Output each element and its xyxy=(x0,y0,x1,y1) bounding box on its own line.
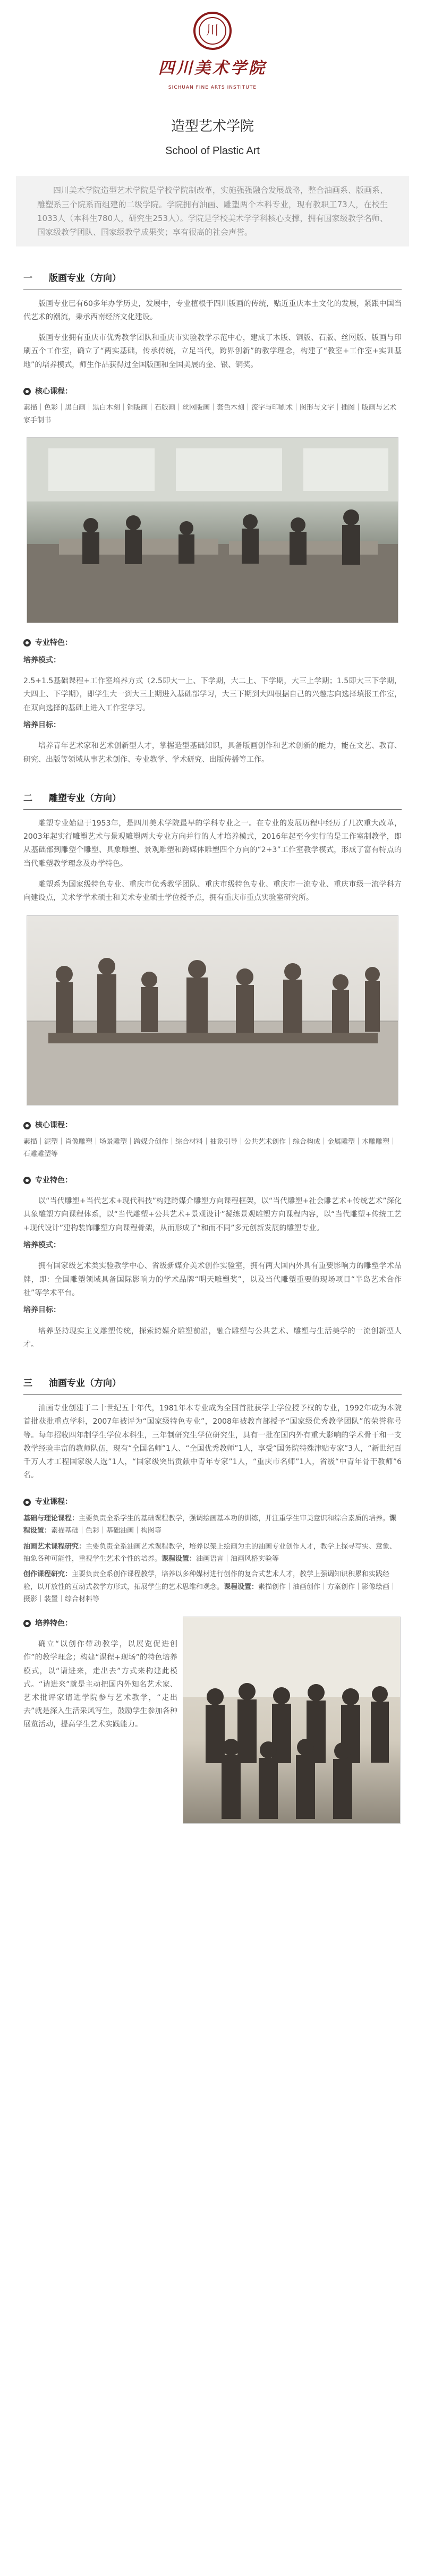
section-number: 一 xyxy=(23,273,32,284)
group-photo xyxy=(183,1617,401,1824)
section-oil-painting xyxy=(0,1375,425,1824)
section-sculpture xyxy=(0,790,425,1351)
course-block xyxy=(23,1541,402,1566)
logo-text: 四川美术学院 xyxy=(158,59,267,78)
train-feature-block xyxy=(23,1617,402,1824)
sculpture-illustration xyxy=(27,916,398,1106)
train-feature-text-col xyxy=(23,1617,183,1824)
bullet-icon xyxy=(23,388,31,395)
course-list: 素描创作｜油画创作｜方案创作｜影像绘画｜摄影｜装置｜综合材料等 xyxy=(23,1583,397,1604)
section-paragraph: 版画专业拥有重庆市优秀教学团队和重庆市实验教学示范中心，建成了木版、铜版、石版、丝网版、版画与印刷五个工作室，确立了“两实基础，传承传统，立足当代，跨界创新”的教学理念，构建了“教室+工作室+实训基地”的培养模式，师生作品获得过全国版画和全国美展的金、银、铜奖。 xyxy=(23,334,402,369)
train-mode-text: 拥有国家级艺术类实验教学中心、省级新媒介美术创作实验室，拥有两大国内外具有重要影响力的雕塑学术品牌，即：全国雕塑领域具备国际影响力的学术品牌“明天雕塑奖”，以及当代雕塑重要的现场项目“半岛艺术合作社”等学术平台。 xyxy=(23,1262,402,1297)
section-printmaking xyxy=(0,270,425,766)
feature-text: 以“当代雕塑+当代艺术+现代科技”构建跨媒介雕塑方向课程框架，以“当代雕塑+社会雕艺术+传统艺术”深化具象雕塑方向课程体系，以“当代雕塑+公共艺术+景观设计”凝练景观雕塑方向课程内容，以“当代雕塑+传统工艺+现代设计”建构装饰雕塑方向课程骨架，从而形成了“和而不同”多元创新发展的雕塑专业。 xyxy=(23,1197,402,1232)
school-seal-logo: 川 xyxy=(193,12,232,50)
course-sub-label: 课程设置： xyxy=(162,1555,197,1563)
bullet-icon xyxy=(23,639,31,647)
course-sub-label: 课程设置： xyxy=(224,1583,259,1591)
section-paragraph: 版画专业已有60多年办学历史，发展中，专业植根于四川版画的传统，贴近重庆本土文化的发展，紧跟中国当代艺术的潮流，秉承西南经济文化建设。 xyxy=(23,299,402,321)
core-courses-list: 素描｜色彩｜黑白画｜黑白木刻｜铜版画｜石版画｜丝网版画｜套色木刻｜流字与印刷术｜图形与文字｜插图｜版画与艺术家手制书 xyxy=(23,404,397,424)
section-heading xyxy=(23,790,402,807)
course-label: 基础与理论课程： xyxy=(23,1514,79,1523)
classroom-photo xyxy=(27,437,398,623)
core-courses-list: 素描｜泥塑｜肖像雕塑｜场景雕塑｜跨媒介创作｜综合材料｜抽象引导｜公共艺术创作｜综合构成｜金属雕塑｜木雕雕塑｜石雕雕塑等 xyxy=(23,1137,397,1159)
section-divider xyxy=(23,809,402,810)
course-block xyxy=(23,1512,402,1537)
feature-heading: 专业特色： xyxy=(23,636,402,650)
course-list: 素描基础｜色彩｜基础油画｜构图等 xyxy=(51,1527,162,1535)
section-title: 油画专业（方向） xyxy=(49,1378,121,1389)
train-mode-label: 培养模式： xyxy=(23,1240,61,1249)
section-paragraph: 雕塑系为国家级特色专业、重庆市优秀教学团队、重庆市级特色专业、重庆市一流专业、重庆市级一流学科方向建设点，美术学学术硕士和美术专业硕士学位授予点，拥有重庆市重点实验室研究所。 xyxy=(23,880,402,903)
logo-subtitle: SICHUAN FINE ARTS INSTITUTE xyxy=(168,85,257,90)
bullet-icon xyxy=(23,1620,31,1627)
course-list: 油画语言｜油画风格实验等 xyxy=(196,1555,279,1563)
section-title: 版画专业（方向） xyxy=(49,273,121,284)
page-title: 造型艺术学院 xyxy=(171,118,254,135)
intro-paragraph: 四川美术学院造型艺术学院是学校学院制改革，实施强强融合发展战略，整合油画系、版画系、雕塑系三个院系而组建的二级学院。学院拥有油画、雕塑两个本科专业，现有教职工73人，在校生1033人（本科生780人，研究生253人）。学院是学校美术学学科核心支撑，拥有国家级教学名师、国家级教学团队、国家级教学成果奖；享有很高的社会声誉。 xyxy=(16,176,409,246)
goal-text: 培养青年艺术家和艺术创新型人才，掌握造型基础知识，具备版画创作和艺术创新的能力，能在文艺、教育、研究、出版等领域从事艺术创作、专业教学、学术研究、出版传播等工作。 xyxy=(23,742,402,764)
train-mode-text: 2.5+1.5基础课程+工作室培养方式（2.5即大一上、下学期，大二上、下学期，大三上学期；1.5即大三下学期，大四上、下学期），即学生大一到大三上期进入基础部学习，大三下期到大四根据自己的兴趣志向选择填报工作室，在双向选择的基础上进入工作室学习。 xyxy=(23,677,402,712)
course-block xyxy=(23,1568,402,1605)
section-heading xyxy=(23,270,402,287)
feature-heading: 专业特色： xyxy=(23,1174,402,1188)
core-courses-heading: 核心课程： xyxy=(23,385,402,399)
course-desc: 主要负责全系油画艺术课程教学，培养以架上绘画为主的油画专业创作人才，教学上探寻写实、意象、抽象各种可能性，重视学生艺术个性的培养。 xyxy=(23,1542,397,1563)
section-number: 二 xyxy=(23,793,32,804)
courses-heading: 专业课程： xyxy=(23,1495,402,1509)
core-courses-heading: 核心课程： xyxy=(23,1118,402,1133)
classroom-illustration xyxy=(27,438,398,623)
section-paragraph: 油画专业创建于二十世纪五十年代，1981年本专业成为全国首批获学士学位授予权的专业，1992年成为本院首批获批重点学科，2007年被评为“国家级特色专业”，2008年被教育部授予“国家级优秀教学团队”的荣誉称号等。每年招收四年制学生学位本科生，三年制研究生学位研究生，具有一批在国内外有重大影响的学术骨干和一支教学经验丰富的教师队伍，现有“全国名师”1人、“全国优秀教师”1人，享受“国务院特殊津贴专家”3人，“新世纪百千万人才工程国家级人选”1人，“国家级突出贡献中青年专家”1人，“重庆市名师”1人，省级“中青年骨干教师”6名。 xyxy=(23,1404,402,1480)
group-illustration xyxy=(183,1617,401,1824)
section-divider xyxy=(23,1394,402,1395)
section-heading xyxy=(23,1375,402,1392)
section-number: 三 xyxy=(23,1378,32,1389)
header xyxy=(0,0,425,161)
course-desc: 主要负责全系学生的基础课程教学，强调绘画基本功的训练，并注重学生审美意识和综合素质的培养。 xyxy=(79,1514,390,1523)
train-mode-label: 培养模式： xyxy=(23,656,61,665)
bullet-icon xyxy=(23,1177,31,1184)
course-label: 创作课程研究： xyxy=(23,1570,72,1579)
goal-label: 培养目标： xyxy=(23,720,61,729)
bullet-icon xyxy=(23,1122,31,1129)
train-feature-text: 确立“以创作带动教学，以展览促进创作”的教学理念；构建“课程+现场”的特色培养模式，以“请进来，走出去”方式来构建此模式。“请进来”就是主动把国内外知名艺术家、艺术批评家请进学院参与艺术教学，“走出去”就是深入生活采风写生，鼓励学生参加各种展览活动，提高学生艺术实践能力。 xyxy=(23,1640,177,1729)
course-desc: 主要负责全系创作课程教学，培养以多种媒材进行创作的复合式艺术人才，教学上强调知识积累和实践经验，以开放性的互动式教学方形式，拓展学生的艺术思维和观念。 xyxy=(23,1570,390,1591)
page-title-en: School of Plastic Art xyxy=(165,145,260,157)
section-paragraph: 雕塑专业始建于1953年，是四川美术学院最早的学科专业之一。在专业的发展历程中经历了几次重大改革，2003年起实行雕塑艺术与景观雕塑两大专业方向并行的人才培养模式，2016年起至今实行的是工作室制教学，即从基础部到雕塑个雕塑、具象雕塑、景观雕塑和跨媒体雕塑四个方向的“2+3”工作室教学模式，形成了富有特点的当代雕塑教学理念及办学特色。 xyxy=(23,819,402,868)
sculpture-photo xyxy=(27,915,398,1106)
bullet-icon xyxy=(23,1499,31,1506)
goal-label: 培养目标： xyxy=(23,1305,61,1314)
course-label: 油画艺术课程研究： xyxy=(23,1542,86,1551)
course-sub-label: 课程设置： xyxy=(23,1514,397,1535)
goal-text: 培养坚持现实主义雕塑传统，探索跨媒介雕塑前沿，融合雕塑与公共艺术、雕塑与生活美学的一流创新型人才。 xyxy=(23,1327,402,1349)
train-feature-heading: 培养特色： xyxy=(23,1617,177,1631)
section-title: 雕塑专业（方向） xyxy=(49,793,121,804)
